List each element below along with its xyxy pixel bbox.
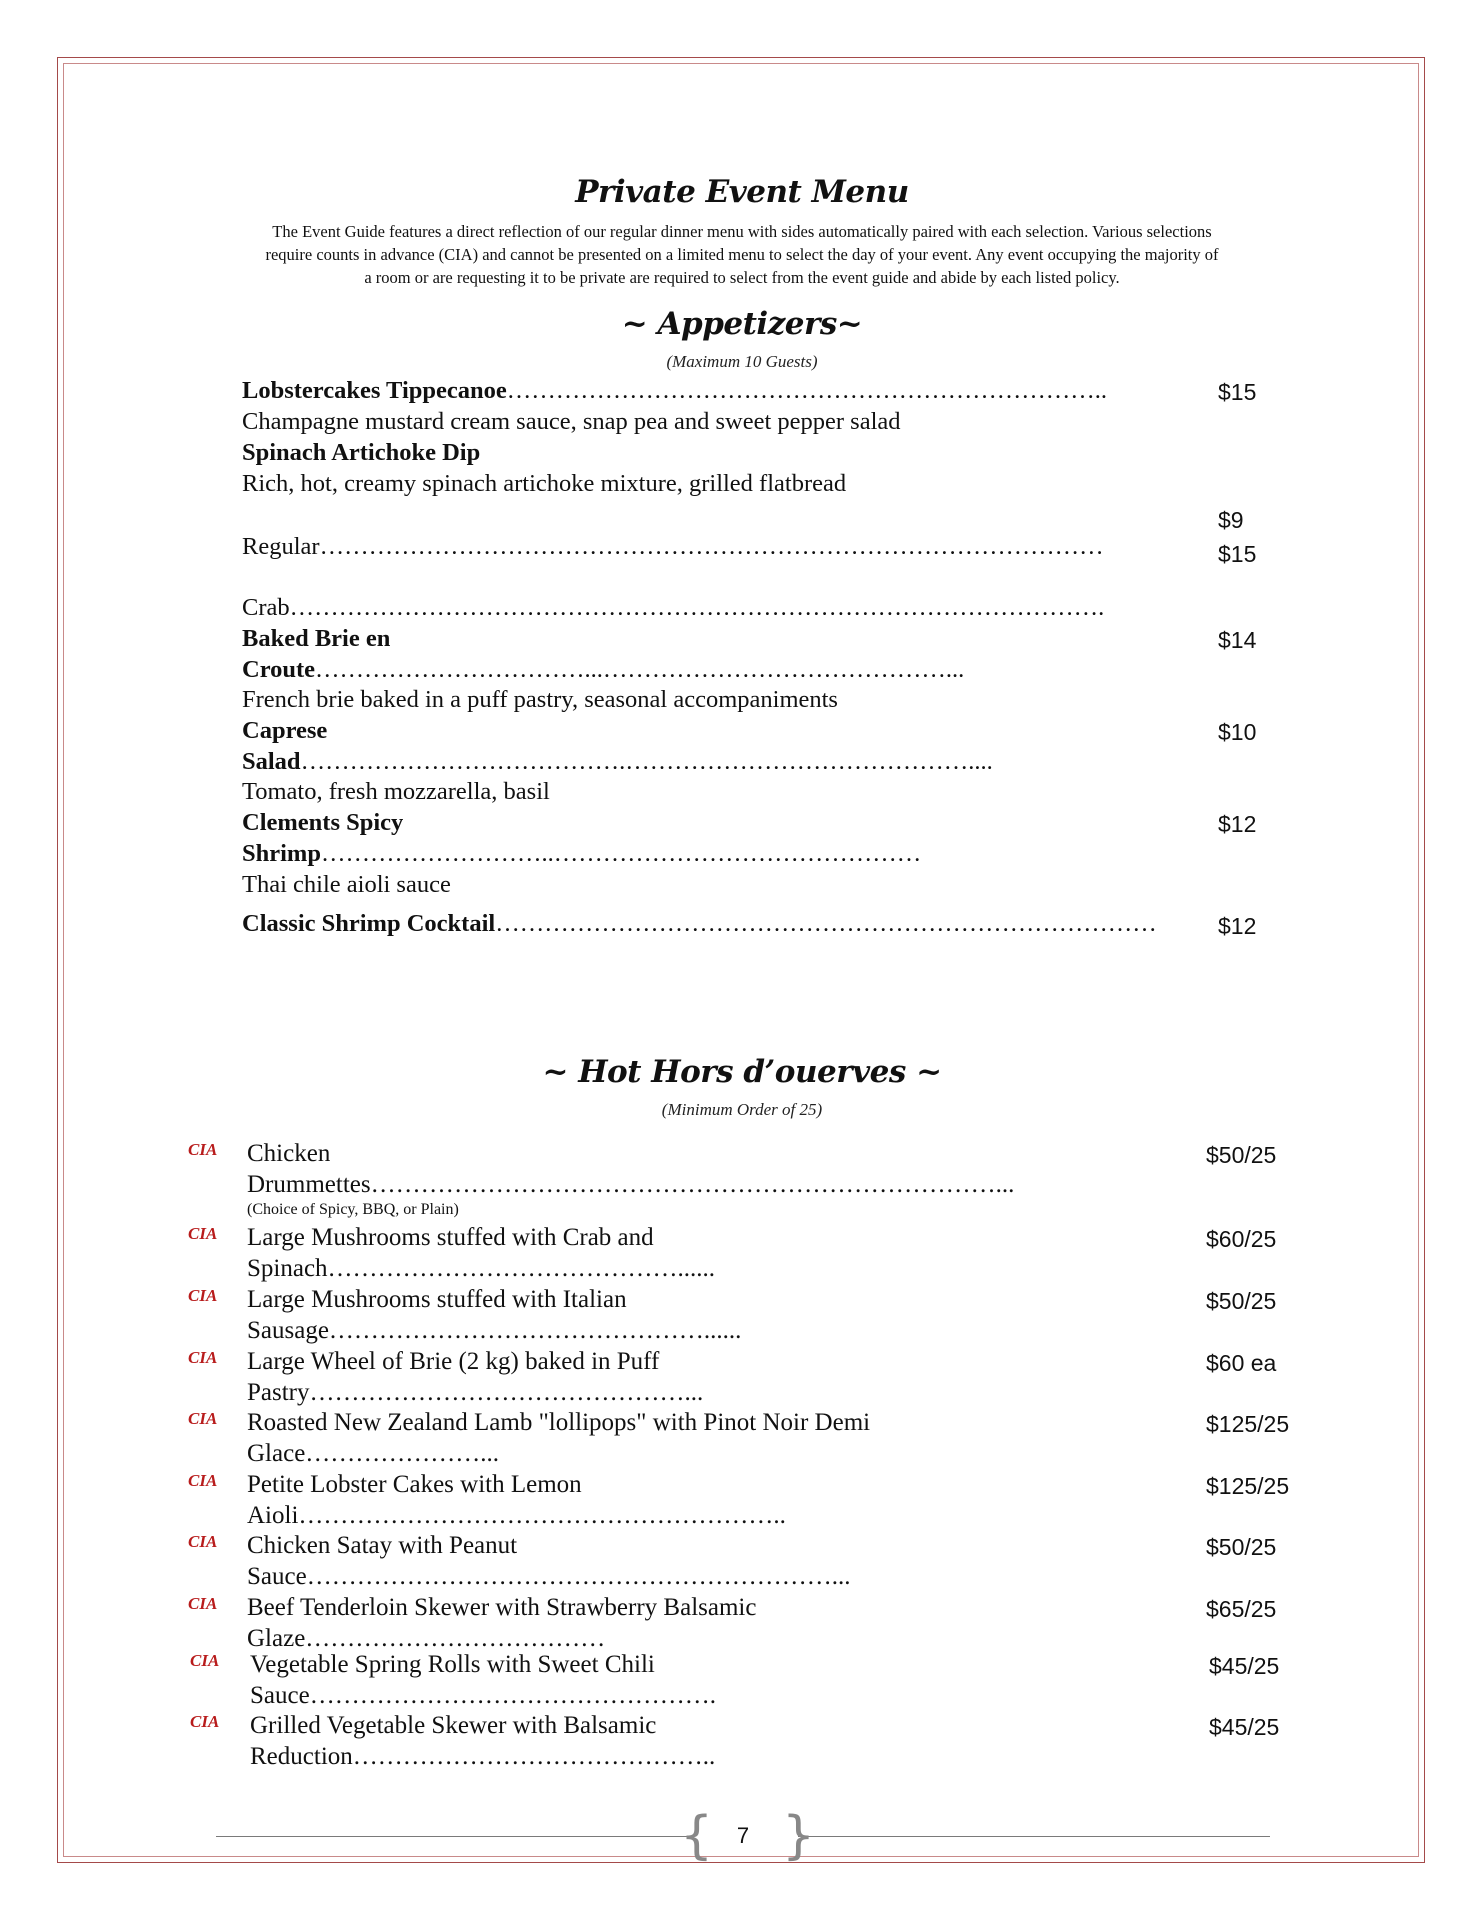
- page-number: 7: [736, 1823, 750, 1848]
- hot-item-name-continued: Drummettes…………………………………………………………………...: [247, 1171, 1015, 1198]
- item-price: $15: [1218, 379, 1257, 405]
- item-price: $12: [1218, 811, 1257, 837]
- footer-bracket-right: }: [782, 1806, 816, 1866]
- item-name: Classic Shrimp Cocktail: [242, 910, 496, 937]
- item-price: $60/25: [1206, 1226, 1277, 1252]
- item-name: Crab: [242, 594, 290, 621]
- hot-item-name: Large Mushrooms stuffed with Italian: [247, 1286, 627, 1313]
- dot-leader: ………………………..………………………………………: [320, 840, 922, 867]
- menu-item-regular: [242, 533, 1104, 561]
- hot-item-name: Chicken Satay with Peanut: [247, 1532, 518, 1559]
- cia-badge: CIA: [188, 1532, 218, 1551]
- dot-leader: ……………………………………………………………………………………: [319, 533, 1104, 560]
- item-name: Regular: [242, 533, 320, 560]
- item-price: $50/25: [1206, 1288, 1277, 1314]
- hot-item-name-continued: Glaze………………………………: [247, 1625, 606, 1652]
- item-name-continued: [242, 840, 921, 868]
- page-title: Private Event Menu: [575, 174, 909, 210]
- cia-badge: CIA: [188, 1224, 218, 1243]
- footer-rule-right: [798, 1836, 1270, 1837]
- item-description: Rich, hot, creamy spinach artichoke mixture, grilled flatbread: [242, 470, 847, 497]
- footer-bracket-left: {: [680, 1806, 714, 1866]
- cia-badge: CIA: [188, 1594, 218, 1613]
- hot-item-name: Petite Lobster Cakes with Lemon: [247, 1471, 582, 1498]
- hot-hors-subheading: (Minimum Order of 25): [661, 1100, 823, 1119]
- item-name: Shrimp: [242, 840, 321, 867]
- item-price: $125/25: [1206, 1411, 1290, 1437]
- item-price: $14: [1218, 627, 1257, 653]
- item-name-continued: [242, 748, 993, 776]
- item-description: French brie baked in a puff pastry, seasonal accompaniments: [242, 686, 838, 713]
- item-description: Thai chile aioli sauce: [242, 871, 451, 898]
- hot-hors-heading: ~ Hot Hors d’ouerves ~: [542, 1054, 942, 1090]
- hot-item-name-continued: Pastry………………………………………...: [247, 1379, 704, 1406]
- cia-badge: CIA: [188, 1348, 218, 1367]
- item-name-continued: [242, 656, 964, 684]
- intro-line: a room or are requesting it to be private are required to select from the event guide and abide by each listed policy.: [364, 268, 1120, 287]
- menu-item-shrimp-cocktail: [242, 910, 1157, 938]
- cia-badge: CIA: [188, 1471, 218, 1490]
- item-price: $65/25: [1206, 1596, 1277, 1622]
- menu-item-lobstercakes: [242, 377, 1107, 405]
- hot-item-name-continued: Spinach……………………………………......: [247, 1255, 716, 1282]
- appetizers-subheading: (Maximum 10 Guests): [666, 352, 818, 371]
- hot-item-name: Grilled Vegetable Skewer with Balsamic: [250, 1712, 657, 1739]
- cia-badge: CIA: [188, 1286, 218, 1305]
- dot-leader: ……………………………...……………………………………...: [315, 656, 965, 683]
- item-price: $9: [1218, 507, 1244, 533]
- item-price: $60 ea: [1206, 1350, 1277, 1376]
- dot-leader: ………………………………………………………………..: [506, 377, 1108, 404]
- hot-item-name-continued: Sauce………………………………………………………...: [247, 1563, 851, 1590]
- dot-leader: ………………………………….……………………………………....: [300, 748, 993, 775]
- dot-leader: ……………………………………………………………………………………….: [289, 594, 1105, 621]
- hot-item-name: Vegetable Spring Rolls with Sweet Chili: [250, 1651, 655, 1678]
- item-name: Croute: [242, 656, 316, 683]
- hot-item-name-continued: Glace…………………...: [247, 1440, 500, 1467]
- hot-item-name: Chicken: [247, 1140, 331, 1167]
- hot-item-name: Beef Tenderloin Skewer with Strawberry Balsamic: [247, 1594, 757, 1621]
- item-description: Champagne mustard cream sauce, snap pea and sweet pepper salad: [242, 408, 901, 435]
- hot-item-name: Large Mushrooms stuffed with Crab and: [247, 1224, 654, 1251]
- hot-item-name-continued: Reduction……………………………………..: [250, 1743, 716, 1770]
- dot-leader: ………………………………………………………………………: [495, 910, 1157, 937]
- item-price: $45/25: [1209, 1653, 1280, 1679]
- item-price: $45/25: [1209, 1714, 1280, 1740]
- appetizers-heading: ~ Appetizers~: [621, 306, 863, 342]
- item-note: (Choice of Spicy, BBQ, or Plain): [247, 1201, 459, 1218]
- cia-badge: CIA: [190, 1712, 220, 1731]
- footer-rule-left: [216, 1836, 688, 1837]
- cia-badge: CIA: [188, 1140, 218, 1159]
- item-name: Salad: [242, 748, 301, 775]
- hot-item-name: Roasted New Zealand Lamb "lollipops" with Pinot Noir Demi: [247, 1409, 871, 1436]
- hot-item-name: Large Wheel of Brie (2 kg) baked in Puff: [247, 1348, 660, 1375]
- cia-badge: CIA: [188, 1409, 218, 1428]
- intro-paragraph: [170, 220, 1314, 289]
- menu-item-caprese: Caprese: [242, 717, 328, 744]
- item-price: $10: [1218, 719, 1257, 745]
- menu-item-spinach-dip: Spinach Artichoke Dip: [242, 439, 481, 466]
- menu-item-spicy-shrimp: Clements Spicy: [242, 809, 404, 836]
- item-price: $15: [1218, 541, 1257, 567]
- menu-item-baked-brie: Baked Brie en: [242, 625, 391, 652]
- cia-badge: CIA: [190, 1651, 220, 1670]
- hot-item-name-continued: Sausage………………………………………......: [247, 1317, 742, 1344]
- item-price: $50/25: [1206, 1534, 1277, 1560]
- hot-item-name-continued: Aioli…………………………………………………..: [247, 1502, 786, 1529]
- item-price: $125/25: [1206, 1473, 1290, 1499]
- intro-line: The Event Guide features a direct reflection of our regular dinner menu with sides automatically paired with each selection. Various selections: [272, 222, 1212, 241]
- item-price: $12: [1218, 913, 1257, 939]
- item-price: $50/25: [1206, 1142, 1277, 1168]
- menu-item-crab: [242, 594, 1104, 622]
- item-name: Lobstercakes Tippecanoe: [242, 377, 507, 404]
- intro-line: require counts in advance (CIA) and cannot be presented on a limited menu to select the day of your event. Any event occupying the majority of: [265, 245, 1219, 264]
- item-description: Tomato, fresh mozzarella, basil: [242, 778, 550, 805]
- hot-item-name-continued: Sauce………………………………………….: [250, 1682, 716, 1709]
